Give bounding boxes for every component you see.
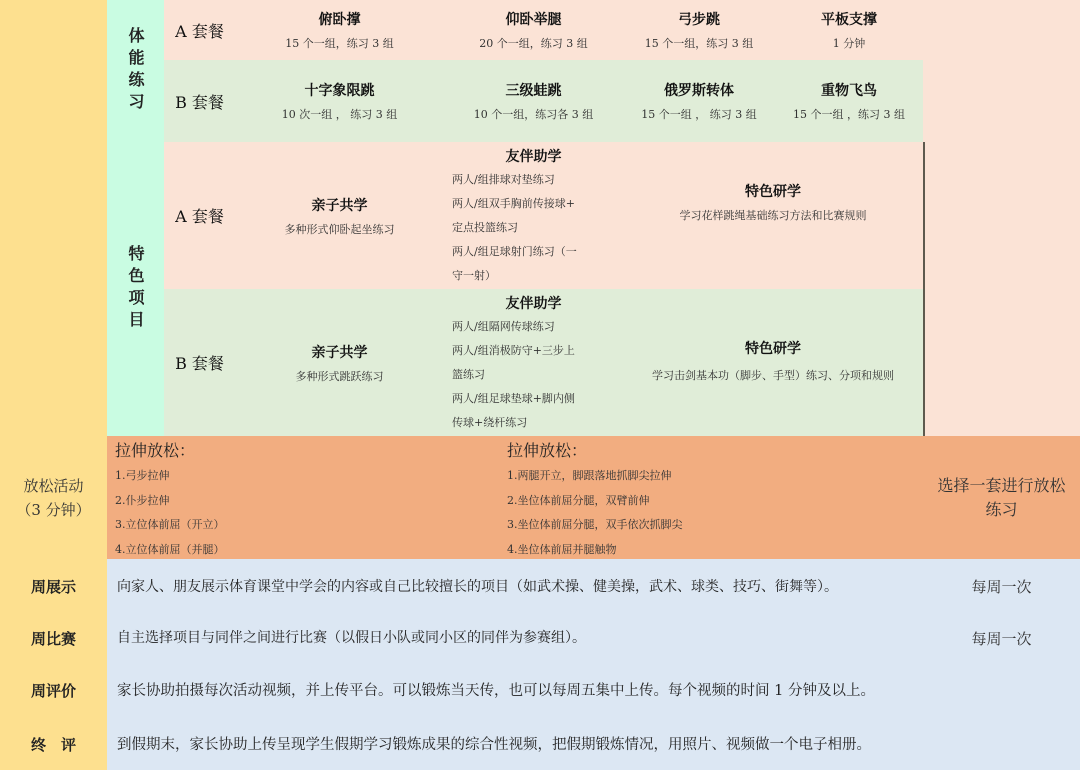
activity-line: 传球+绕杆练习: [452, 416, 528, 429]
exercise-cell: [235, 60, 446, 144]
activity-line: 守一射）: [452, 269, 496, 282]
exercise-cell: [444, 60, 625, 144]
activity-line: 定点投篮练习: [452, 221, 518, 234]
exercise-detail: 15 个一组，练习 3 组: [285, 37, 394, 50]
activity-line: 两人/组隔网传球练习: [452, 320, 555, 333]
exercise-title: 仰卧举腿: [505, 12, 562, 28]
activity-line: 两人/组双手胸前传接球+: [452, 197, 575, 210]
weekly-label: 周评价: [30, 682, 76, 700]
package-name: B 套餐: [175, 354, 224, 373]
final-eval-label-cell: [0, 719, 109, 770]
weekly-desc: 向家人、朋友展示体育课堂中学会的内容或自己比较擅长的项目（如武术操、健美操，武术、球类、技巧、街舞等）。: [117, 578, 838, 595]
activity-title: 亲子共学: [311, 344, 368, 361]
relax-note-cell: [923, 436, 1080, 561]
exercise-cell: [623, 60, 777, 144]
relax-step: 3.立位体前屈（开立）: [115, 518, 225, 531]
activity-title: 特色研学: [745, 340, 801, 357]
fitness-category-label: [107, 0, 166, 144]
exercise-detail: 15 个一组 ， 练习 3 组: [641, 108, 757, 121]
exercise-cell: [444, 0, 625, 62]
activity-detail: 多种形式跳跃练习: [295, 369, 384, 383]
special-label-text: 特色项目: [126, 245, 145, 333]
exercise-cell: [775, 0, 925, 62]
weekly-label: 终 评: [30, 736, 76, 754]
relax-set-b: [499, 436, 925, 561]
package-name: B 套餐: [175, 92, 224, 112]
exercise-detail: 10 个一组，练习各 3 组: [473, 108, 594, 121]
section-header-empty: [0, 0, 109, 438]
special-category-label: [107, 142, 166, 438]
exercise-title: 俯卧撑: [318, 12, 361, 28]
weekly-freq-cell: [923, 614, 1080, 664]
exercise-title: 十字象限跳: [304, 83, 375, 99]
relax-step: 4.坐位体前屈并腿触物: [507, 542, 617, 556]
activity-detail: 学习花样跳绳基础练习方法和比赛规则: [679, 208, 867, 222]
parent-child-cell: [235, 289, 446, 438]
exercise-detail: 15 个一组，练习 3 组: [644, 37, 754, 50]
research-cell: [623, 142, 925, 291]
weekly-desc: 到假期末，家长协助上传呈现学生假期学习锻炼成果的综合性视频，把假期锻炼情况，用照片、视频做一个电子相册。: [117, 736, 871, 753]
parent-child-cell: [235, 142, 446, 291]
activity-detail: 多种形式仰卧起坐练习: [284, 222, 395, 236]
relax-step: 3.坐位体前屈分腿，双手依次抓脚尖: [507, 518, 683, 531]
relax-label-cell: [0, 436, 109, 561]
exercise-title: 俄罗斯转体: [664, 83, 734, 99]
fitness-package-b: [164, 60, 237, 144]
exercise-title: 平板支撑: [821, 12, 877, 28]
weekly-desc-cell: [107, 559, 925, 616]
weekly-desc-cell: [107, 662, 1080, 721]
relax-step: 1.弓步拉伸: [115, 469, 170, 482]
special-package-b: [164, 289, 237, 438]
activity-title: 亲子共学: [311, 197, 368, 214]
exercise-detail: 15 个一组 ，练习 3 组: [793, 108, 905, 121]
research-cell: [623, 289, 925, 438]
weekly-desc: 家长协助拍摄每次活动视频，并上传平台。可以锻炼当天传，也可以每周五集中上传。每个视频的时间 1 分钟及以上。: [117, 682, 875, 699]
fitness-package-a: [164, 0, 237, 62]
relax-step: 2.仆步拉伸: [115, 493, 170, 507]
package-name: A 套餐: [175, 207, 224, 226]
exercise-title: 弓步跳: [678, 12, 720, 28]
weekly-label-cell: [0, 662, 109, 721]
weekly-frequency: 每周一次: [971, 578, 1032, 596]
relax-note: 选择一套进行放松练习: [937, 475, 1066, 519]
activity-title: 友伴助学: [505, 149, 562, 165]
relax-label: 放松活动: [23, 476, 84, 495]
activity-line: 两人/组排球对垫练习: [452, 173, 555, 186]
activity-detail: 学习击剑基本功（脚步、手型）练习、分项和规则: [652, 368, 894, 382]
final-eval-desc-cell: [107, 719, 1080, 770]
weekly-label: 周展示: [30, 578, 76, 596]
exercise-cell: [775, 60, 925, 144]
activity-title: 友伴助学: [505, 296, 562, 312]
fitness-label-text: 体能练习: [126, 27, 145, 115]
relax-heading: 拉伸放松：: [507, 441, 588, 460]
exercise-title: 重物飞鸟: [821, 83, 877, 99]
relax-step: 1.两腿开立，脚跟落地抓脚尖拉伸: [507, 469, 672, 482]
peer-learning-cell: [444, 142, 625, 291]
weekly-frequency: 每周一次: [971, 629, 1032, 648]
exercise-detail: 10 次一组 ， 练习 3 组: [281, 108, 398, 121]
relax-set-a: [107, 436, 501, 561]
weekly-freq-cell: [923, 559, 1080, 616]
exercise-cell: [623, 0, 777, 62]
special-package-a: [164, 142, 237, 291]
relax-step: 2.坐位体前屈分腿，双臂前伸: [507, 493, 650, 507]
exercise-cell: [235, 0, 446, 62]
package-name: A 套餐: [175, 21, 224, 41]
relax-duration: （3 分钟）: [16, 500, 91, 519]
exercise-title: 三级蛙跳: [505, 83, 562, 99]
peer-learning-cell: [444, 289, 625, 438]
activity-line: 篮练习: [452, 368, 485, 381]
activity-line: 两人/组足球射门练习（一: [452, 245, 577, 258]
activity-line: 两人/组足球垫球+脚内侧: [452, 392, 575, 405]
weekly-label-cell: [0, 614, 109, 664]
weekly-desc-cell: [107, 614, 925, 664]
exercise-detail: 1 分钟: [832, 37, 866, 50]
exercise-detail: 20 个一组，练习 3 组: [479, 37, 588, 50]
right-empty-column: [923, 0, 1080, 438]
relax-heading: 拉伸放松：: [115, 441, 196, 460]
weekly-label-cell: [0, 559, 109, 616]
activity-title: 特色研学: [745, 183, 801, 200]
activity-line: 两人/组消极防守+三步上: [452, 344, 575, 357]
weekly-desc: 自主选择项目与同伴之间进行比赛（以假日小队或同小区的同伴为参赛组）。: [117, 630, 586, 646]
relax-step: 4.立位体前屈（并腿）: [115, 542, 225, 556]
weekly-label: 周比赛: [30, 629, 76, 648]
